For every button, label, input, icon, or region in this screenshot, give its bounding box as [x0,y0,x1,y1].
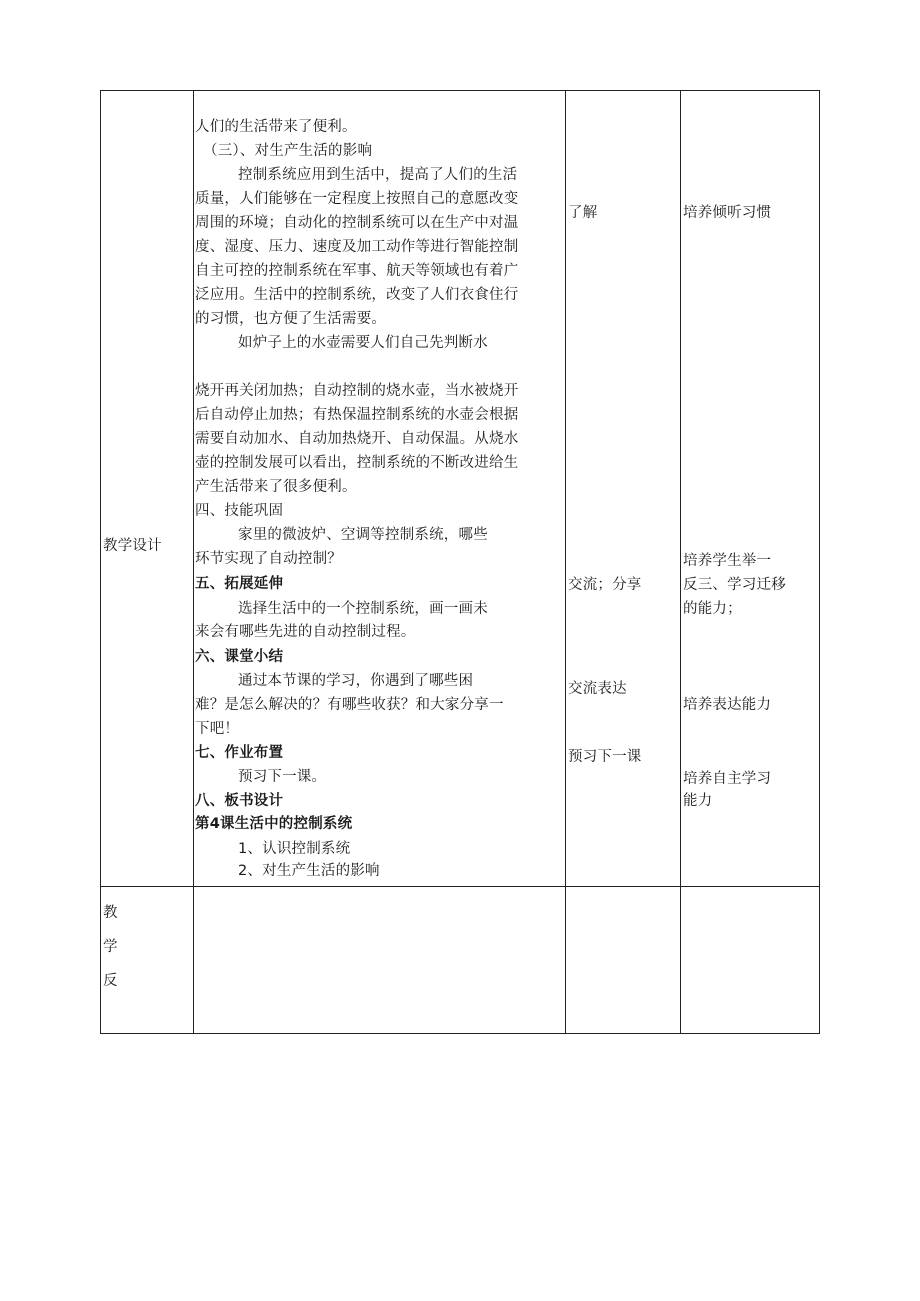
content-line: 预习下一课。 [238,769,327,785]
table-top-border [100,90,820,91]
reflection-label-char: 教 [103,905,118,921]
design-intent: 培养学生举一 [683,553,772,569]
section-heading-3: （三）、对生产生活的影响 [203,143,373,159]
student-activity: 交流；分享 [568,577,642,593]
content-line: 泛应用。生活中的控制系统，改变了人们衣食住行 [195,287,519,303]
content-line: 下吧！ [195,721,240,737]
content-line: 产生活带来了很多便利。 [195,479,357,495]
student-activity: 了解 [568,205,598,221]
design-intent: 培养自主学习 [683,771,772,787]
section-heading-8: 八、板书设计 [195,793,284,809]
content-line: 如炉子上的水壶需要人们自己先判断水 [238,335,488,351]
design-intent: 的能力； [683,601,742,617]
student-activity: 预习下一课 [568,749,642,765]
content-line: 烧开再关闭加热；自动控制的烧水壶，当水被烧开 [195,383,519,399]
design-intent: 培养倾听习惯 [683,205,772,221]
reflection-label-char: 学 [103,939,118,955]
table-left-border [100,90,101,1034]
reflection-label-char: 反 [103,973,118,989]
content-line: 人们的生活带来了便利。 [195,119,357,135]
design-intent: 培养表达能力 [683,697,772,713]
content-line: 自主可控的控制系统在军事、航天等领域也有着广 [195,263,519,279]
content-line: 的习惯，也方便了生活需要。 [195,311,387,327]
column-divider-1 [193,90,194,1034]
content-line: 选择生活中的一个控制系统，画一画未 [238,601,488,617]
row-divider [100,886,820,887]
content-line: 来会有哪些先进的自动控制过程。 [195,624,416,640]
table-right-border [819,90,820,1034]
content-line: 通过本节课的学习，你遇到了哪些困 [238,673,474,689]
content-line: 度、湿度、压力、速度及加工动作等进行智能控制 [195,239,519,255]
content-line: 壶的控制发展可以看出，控制系统的不断改进给生 [195,455,519,471]
content-line: 质量，人们能够在一定程度上按照自己的意愿改变 [195,191,519,207]
board-item-2: 2、对生产生活的影响 [238,863,380,879]
board-item-1: 1、认识控制系统 [238,841,351,857]
content-line: 家里的微波炉、空调等控制系统，哪些 [238,527,488,543]
design-intent: 反三、学习迁移 [683,577,786,593]
board-title: 第4课生活中的控制系统 [195,816,353,832]
table-bottom-border [100,1033,820,1034]
section-heading-4: 四、技能巩固 [195,503,284,519]
design-intent: 能力 [683,793,713,809]
section-heading-5: 五、拓展延伸 [195,576,284,592]
column-divider-3 [680,90,681,1034]
column-divider-2 [565,90,566,1034]
content-line: 后自动停止加热；有热保温控制系统的水壶会根据 [195,407,519,423]
content-line: 控制系统应用到生活中，提高了人们的生活 [238,167,518,183]
student-activity: 交流表达 [568,681,627,697]
content-line: 难？是怎么解决的？有哪些收获？和大家分享一 [195,697,504,713]
section-heading-7: 七、作业布置 [195,745,284,761]
section-heading-6: 六、课堂小结 [195,649,284,665]
content-line: 需要自动加水、自动加热烧开、自动保温。从烧水 [195,431,519,447]
content-line: 周围的环境；自动化的控制系统可以在生产中对温 [195,215,519,231]
row-label-teaching-design: 教学设计 [103,538,162,554]
content-line: 环节实现了自动控制？ [195,551,342,567]
